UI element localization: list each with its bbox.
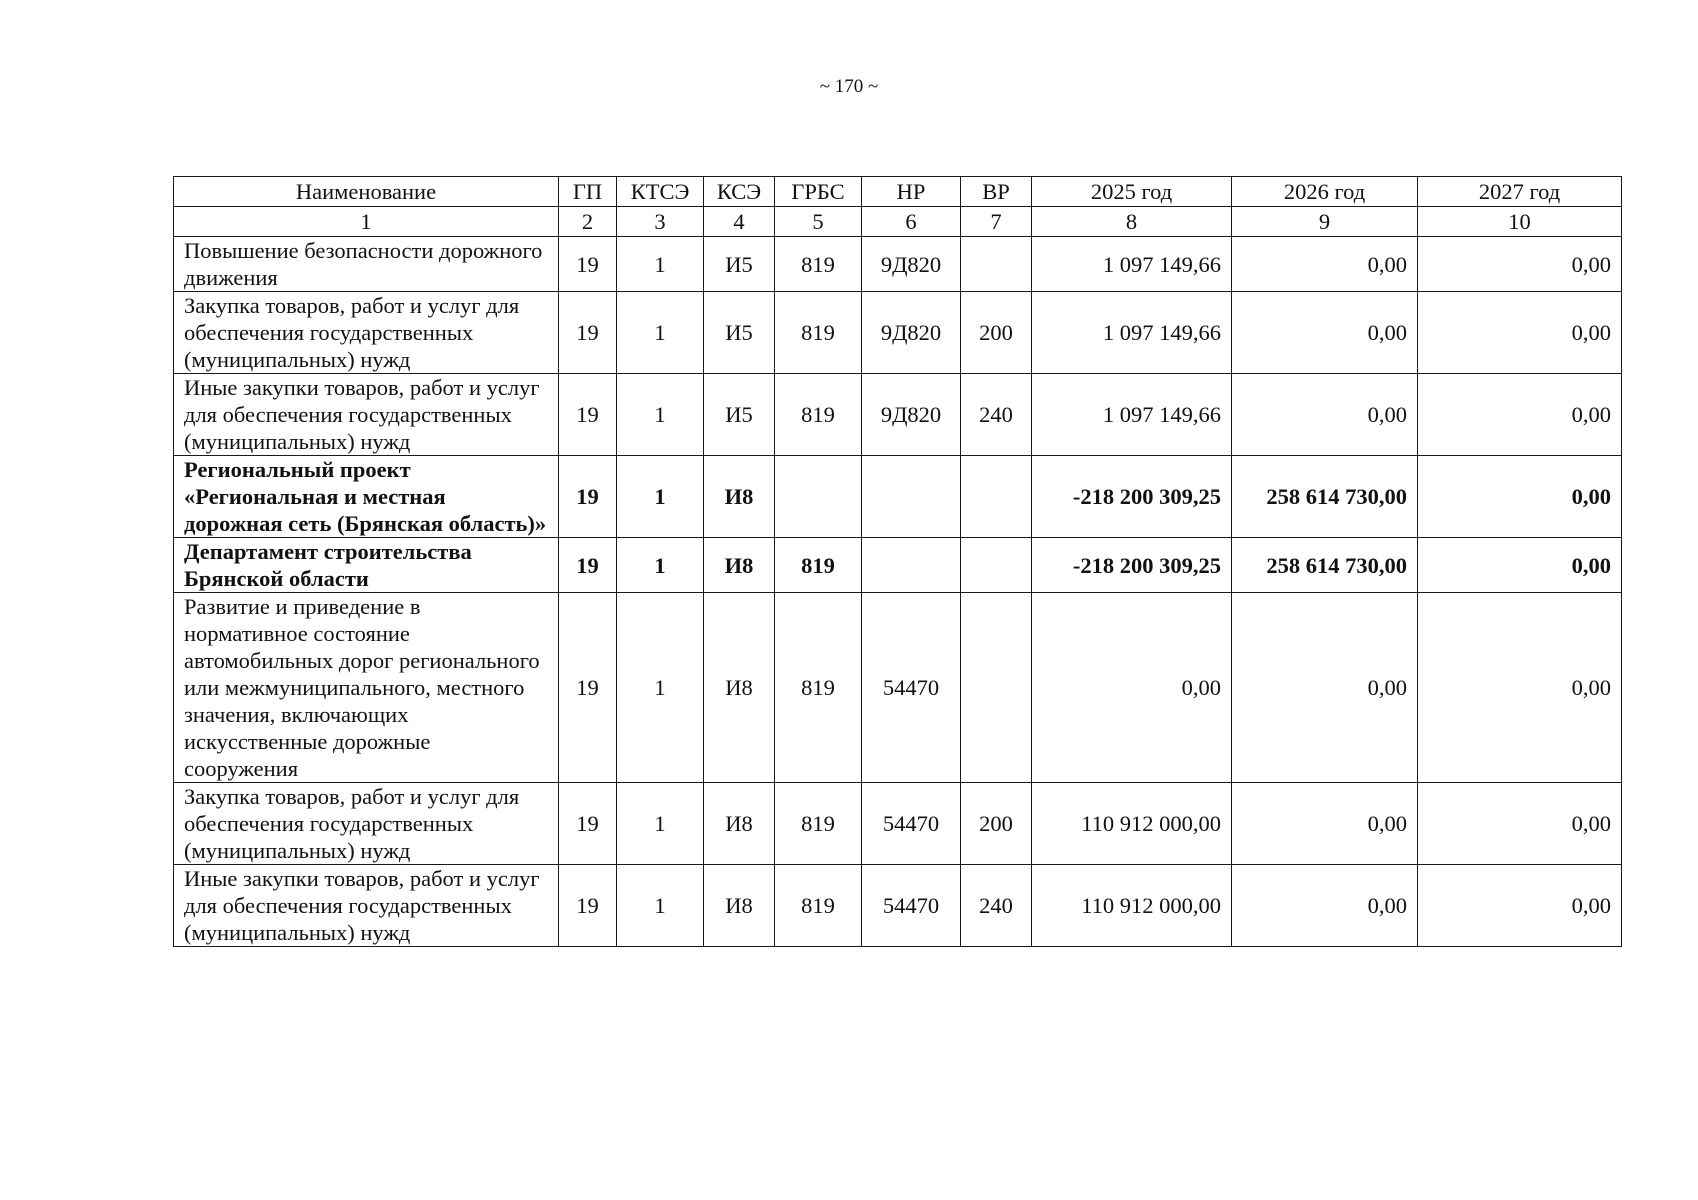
grbs-cell: 819 bbox=[775, 292, 862, 374]
row-name-cell: Развитие и приведение в нормативное состояние автомобильных дорог регионального или межмуниципального, местного значения, включающих искусственные дорожные сооружения bbox=[174, 593, 559, 783]
vr-cell: 200 bbox=[961, 292, 1032, 374]
kse-cell: И5 bbox=[704, 292, 775, 374]
amount-2025-cell: 1 097 149,66 bbox=[1032, 292, 1232, 374]
budget-table bbox=[173, 176, 1622, 947]
table-row bbox=[174, 374, 1622, 456]
grbs-cell: 819 bbox=[775, 538, 862, 593]
header-cell: 2027 год bbox=[1418, 177, 1622, 207]
grbs-cell bbox=[775, 456, 862, 538]
row-name-cell: Департамент строительства Брянской области bbox=[174, 538, 559, 593]
row-name-cell: Иные закупки товаров, работ и услуг для обеспечения государственных (муниципальных) нужд bbox=[174, 865, 559, 947]
kse-cell: И8 bbox=[704, 865, 775, 947]
row-name-cell: Иные закупки товаров, работ и услуг для обеспечения государственных (муниципальных) нужд bbox=[174, 374, 559, 456]
column-number-cell: 3 bbox=[617, 207, 704, 237]
amount-2027-cell: 0,00 bbox=[1418, 783, 1622, 865]
kse-cell: И8 bbox=[704, 456, 775, 538]
header-cell: КТСЭ bbox=[617, 177, 704, 207]
column-number-cell: 6 bbox=[862, 207, 961, 237]
page-number: ~ 170 ~ bbox=[819, 76, 879, 97]
grbs-cell: 819 bbox=[775, 374, 862, 456]
ktse-cell: 1 bbox=[617, 237, 704, 292]
table-row bbox=[174, 865, 1622, 947]
header-cell: 2026 год bbox=[1232, 177, 1418, 207]
kse-cell: И8 bbox=[704, 538, 775, 593]
column-number-row bbox=[174, 207, 1622, 237]
kse-cell: И5 bbox=[704, 374, 775, 456]
nr-cell: 54470 bbox=[862, 865, 961, 947]
amount-2026-cell: 0,00 bbox=[1232, 292, 1418, 374]
ktse-cell: 1 bbox=[617, 783, 704, 865]
nr-cell bbox=[862, 456, 961, 538]
amount-2027-cell: 0,00 bbox=[1418, 593, 1622, 783]
amount-2026-cell: 0,00 bbox=[1232, 783, 1418, 865]
amount-2025-cell: 1 097 149,66 bbox=[1032, 237, 1232, 292]
amount-2027-cell: 0,00 bbox=[1418, 538, 1622, 593]
nr-cell: 54470 bbox=[862, 783, 961, 865]
column-number-cell: 4 bbox=[704, 207, 775, 237]
amount-2026-cell: 0,00 bbox=[1232, 374, 1418, 456]
nr-cell: 9Д820 bbox=[862, 237, 961, 292]
amount-2025-cell: 1 097 149,66 bbox=[1032, 374, 1232, 456]
vr-cell: 200 bbox=[961, 783, 1032, 865]
grbs-cell: 819 bbox=[775, 237, 862, 292]
ktse-cell: 1 bbox=[617, 865, 704, 947]
table-row bbox=[174, 593, 1622, 783]
nr-cell: 9Д820 bbox=[862, 292, 961, 374]
amount-2025-cell: 0,00 bbox=[1032, 593, 1232, 783]
gp-cell: 19 bbox=[559, 593, 617, 783]
row-name-cell: Закупка товаров, работ и услуг для обеспечения государственных (муниципальных) нужд bbox=[174, 783, 559, 865]
column-number-cell: 8 bbox=[1032, 207, 1232, 237]
amount-2026-cell: 0,00 bbox=[1232, 865, 1418, 947]
kse-cell: И8 bbox=[704, 593, 775, 783]
table-row bbox=[174, 538, 1622, 593]
amount-2027-cell: 0,00 bbox=[1418, 237, 1622, 292]
kse-cell: И8 bbox=[704, 783, 775, 865]
ktse-cell: 1 bbox=[617, 593, 704, 783]
grbs-cell: 819 bbox=[775, 593, 862, 783]
table-row bbox=[174, 783, 1622, 865]
row-name-cell: Повышение безопасности дорожного движения bbox=[174, 237, 559, 292]
ktse-cell: 1 bbox=[617, 538, 704, 593]
amount-2027-cell: 0,00 bbox=[1418, 292, 1622, 374]
amount-2025-cell: 110 912 000,00 bbox=[1032, 783, 1232, 865]
ktse-cell: 1 bbox=[617, 292, 704, 374]
column-number-cell: 7 bbox=[961, 207, 1032, 237]
column-number-cell: 10 bbox=[1418, 207, 1622, 237]
vr-cell bbox=[961, 593, 1032, 783]
nr-cell bbox=[862, 538, 961, 593]
column-number-cell: 9 bbox=[1232, 207, 1418, 237]
grbs-cell: 819 bbox=[775, 865, 862, 947]
amount-2025-cell: 110 912 000,00 bbox=[1032, 865, 1232, 947]
column-number-cell: 1 bbox=[174, 207, 559, 237]
table-row bbox=[174, 237, 1622, 292]
column-number-cell: 5 bbox=[775, 207, 862, 237]
vr-cell bbox=[961, 538, 1032, 593]
amount-2027-cell: 0,00 bbox=[1418, 456, 1622, 538]
amount-2025-cell: -218 200 309,25 bbox=[1032, 456, 1232, 538]
amount-2027-cell: 0,00 bbox=[1418, 865, 1622, 947]
ktse-cell: 1 bbox=[617, 456, 704, 538]
header-cell: КСЭ bbox=[704, 177, 775, 207]
gp-cell: 19 bbox=[559, 538, 617, 593]
column-number-cell: 2 bbox=[559, 207, 617, 237]
amount-2026-cell: 0,00 bbox=[1232, 593, 1418, 783]
gp-cell: 19 bbox=[559, 865, 617, 947]
gp-cell: 19 bbox=[559, 783, 617, 865]
amount-2026-cell: 0,00 bbox=[1232, 237, 1418, 292]
ktse-cell: 1 bbox=[617, 374, 704, 456]
grbs-cell: 819 bbox=[775, 783, 862, 865]
header-cell: НР bbox=[862, 177, 961, 207]
amount-2026-cell: 258 614 730,00 bbox=[1232, 456, 1418, 538]
row-name-cell: Закупка товаров, работ и услуг для обеспечения государственных (муниципальных) нужд bbox=[174, 292, 559, 374]
header-cell: ВР bbox=[961, 177, 1032, 207]
header-cell: ГРБС bbox=[775, 177, 862, 207]
amount-2027-cell: 0,00 bbox=[1418, 374, 1622, 456]
vr-cell bbox=[961, 237, 1032, 292]
header-cell: 2025 год bbox=[1032, 177, 1232, 207]
gp-cell: 19 bbox=[559, 292, 617, 374]
nr-cell: 9Д820 bbox=[862, 374, 961, 456]
gp-cell: 19 bbox=[559, 237, 617, 292]
header-cell: ГП bbox=[559, 177, 617, 207]
vr-cell: 240 bbox=[961, 865, 1032, 947]
vr-cell bbox=[961, 456, 1032, 538]
gp-cell: 19 bbox=[559, 374, 617, 456]
header-row bbox=[174, 177, 1622, 207]
nr-cell: 54470 bbox=[862, 593, 961, 783]
vr-cell: 240 bbox=[961, 374, 1032, 456]
amount-2026-cell: 258 614 730,00 bbox=[1232, 538, 1418, 593]
table-row bbox=[174, 292, 1622, 374]
amount-2025-cell: -218 200 309,25 bbox=[1032, 538, 1232, 593]
gp-cell: 19 bbox=[559, 456, 617, 538]
table-row bbox=[174, 456, 1622, 538]
table-body bbox=[174, 237, 1622, 947]
kse-cell: И5 bbox=[704, 237, 775, 292]
header-cell: Наименование bbox=[174, 177, 559, 207]
row-name-cell: Региональный проект «Региональная и местная дорожная сеть (Брянская область)» bbox=[174, 456, 559, 538]
